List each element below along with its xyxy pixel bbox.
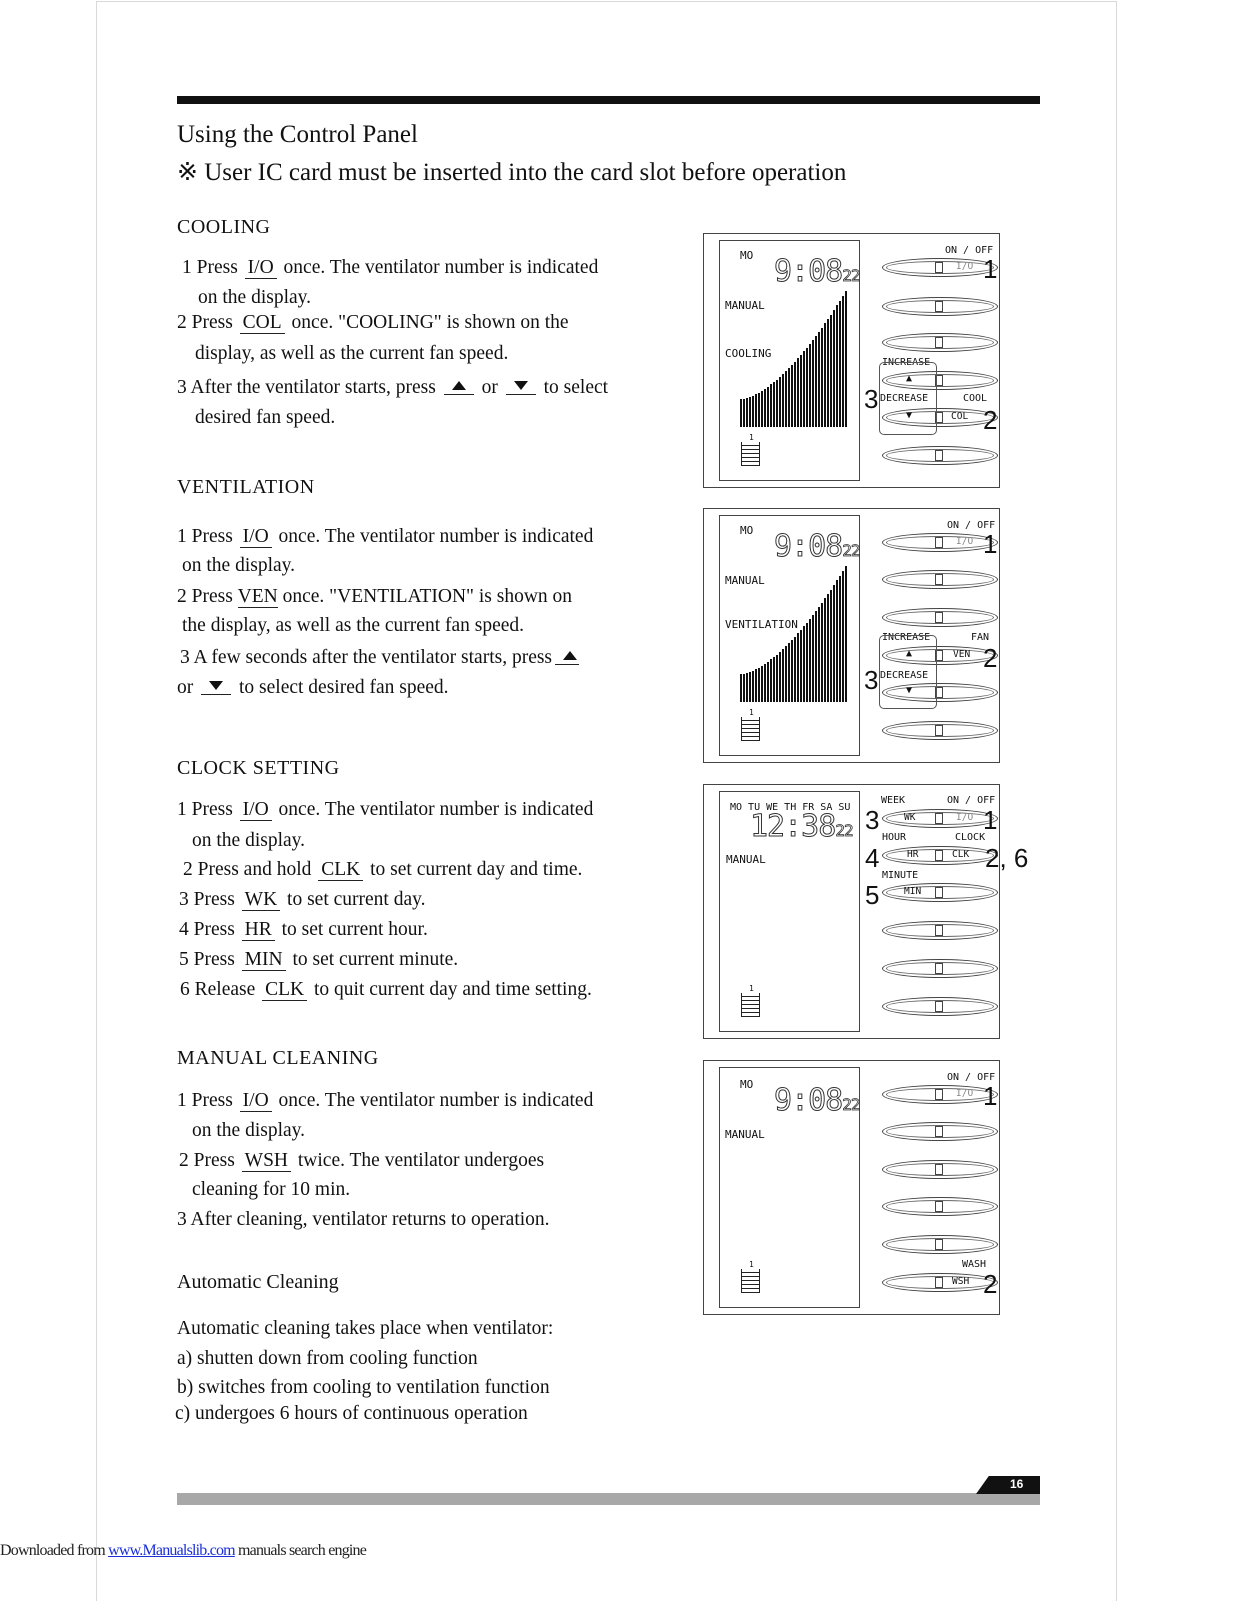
on-off-caption: ON / OFF bbox=[947, 795, 996, 806]
control-panel-cleaning bbox=[703, 1060, 1000, 1315]
wsh-button[interactable]: WSH bbox=[882, 1273, 1000, 1292]
fan-speed-bar bbox=[764, 664, 766, 702]
fan-speed-bar bbox=[779, 377, 781, 427]
callout-1: 1 bbox=[983, 254, 998, 284]
callout-1: 1 bbox=[983, 1081, 998, 1111]
callout-3: 3 bbox=[864, 665, 879, 695]
fan-speed-bar bbox=[740, 399, 742, 427]
fan-speed-bars bbox=[740, 562, 850, 702]
fan-speed-bar bbox=[776, 655, 778, 702]
wk-key: WK bbox=[242, 890, 281, 911]
decrease-caption: DECREASE bbox=[880, 393, 929, 404]
fan-speed-bar bbox=[749, 397, 751, 427]
fan-speed-bar bbox=[791, 640, 793, 702]
fan-speed-bar bbox=[791, 365, 793, 427]
auto-cleaning-intro: Automatic cleaning takes place when ventilator: bbox=[177, 1318, 554, 1339]
fan-speed-bar bbox=[758, 393, 760, 427]
fan-speed-bar bbox=[746, 398, 748, 427]
fan-speed-bar bbox=[839, 301, 841, 427]
page-title: Using the Control Panel bbox=[177, 121, 418, 148]
up-arrow-icon bbox=[555, 648, 579, 665]
fan-speed-bar bbox=[818, 607, 820, 702]
min-key: MIN bbox=[242, 950, 286, 971]
lcd-status: COOLING bbox=[725, 347, 772, 360]
fan-speed-bar bbox=[833, 585, 835, 702]
fan-speed-bar bbox=[773, 657, 775, 702]
fan-speed-bar bbox=[743, 674, 745, 702]
download-footer: Downloaded from www.Manualslib.com manuals search engine bbox=[0, 1542, 367, 1559]
lcd-clock: 12:3822 bbox=[750, 809, 853, 844]
blank-button[interactable] bbox=[882, 1122, 1000, 1141]
callout-2: 2 bbox=[983, 643, 998, 673]
ventilation-step-3: 3 A few seconds after the ventilator starts, press bbox=[180, 646, 582, 670]
clock-caption: CLOCK bbox=[955, 832, 986, 843]
week-caption: WEEK bbox=[881, 795, 906, 806]
cooling-step-2-cont: display, as well as the current fan speed. bbox=[195, 343, 509, 364]
fan-speed-bar bbox=[773, 382, 775, 427]
page-number: 16 bbox=[1010, 1477, 1024, 1491]
blank-button[interactable] bbox=[882, 608, 1000, 627]
fan-speed-bar bbox=[761, 391, 763, 427]
manual-step-2-cont: cleaning for 10 min. bbox=[192, 1179, 351, 1200]
fan-caption: FAN bbox=[971, 632, 990, 643]
cooling-step-3-cont: desired fan speed. bbox=[195, 407, 336, 428]
lcd-clock: 9:0822 bbox=[774, 1083, 860, 1118]
water-tank-icon bbox=[741, 1269, 760, 1293]
fan-speed-bar bbox=[815, 336, 817, 427]
arrow-group-highlight bbox=[879, 635, 937, 709]
callout-1: 1 bbox=[983, 529, 998, 559]
fan-speed-bar bbox=[824, 323, 826, 427]
fan-speed-bar bbox=[743, 399, 745, 427]
arrow-group-highlight bbox=[879, 362, 937, 435]
blank-button[interactable] bbox=[882, 1197, 1000, 1216]
clock-heading: CLOCK SETTING bbox=[177, 757, 340, 779]
blank-button[interactable] bbox=[882, 1235, 1000, 1254]
fan-speed-bar bbox=[824, 598, 826, 702]
fan-speed-bar bbox=[812, 615, 814, 702]
fan-speed-bar bbox=[833, 310, 835, 427]
callout-2: 2 bbox=[983, 405, 998, 435]
auto-cleaning-b: b) switches from cooling to ventilation function bbox=[177, 1377, 550, 1398]
ventilation-step-3-cont: or to select desired fan speed. bbox=[177, 677, 449, 698]
fan-speed-bar bbox=[740, 674, 742, 702]
on-off-caption: ON / OFF bbox=[947, 1072, 996, 1083]
min-button[interactable]: MIN bbox=[882, 883, 1000, 902]
cooling-step-2: 2 Press COL once. "COOLING" is shown on the bbox=[177, 312, 569, 333]
blank-button[interactable] bbox=[882, 959, 1000, 978]
down-arrow-icon bbox=[506, 378, 536, 395]
increase-caption: INCREASE bbox=[882, 357, 931, 368]
control-panel-clock bbox=[703, 784, 1029, 1039]
io-button[interactable]: I/O bbox=[882, 258, 1000, 277]
manual-step-1-cont: on the display. bbox=[192, 1120, 306, 1141]
fan-speed-bar bbox=[827, 319, 829, 427]
tank-number: 1 bbox=[749, 984, 754, 993]
lcd-mode: MANUAL bbox=[725, 1128, 765, 1141]
fan-speed-bar bbox=[764, 389, 766, 427]
increase-ven-button[interactable]: ▲ VEN bbox=[882, 646, 1000, 665]
clock-step-6: 6 Release CLK to quit current day and time setting. bbox=[180, 979, 592, 1000]
fan-speed-bar bbox=[767, 387, 769, 427]
fan-speed-bar bbox=[815, 611, 817, 702]
ventilation-step-2: 2 Press VEN once. "VENTILATION" is shown on bbox=[177, 586, 573, 607]
cooling-step-3: 3 After the ventilator starts, press or to select bbox=[177, 377, 609, 398]
control-panel-cooling bbox=[703, 233, 1000, 488]
fan-speed-bar bbox=[800, 355, 802, 427]
col-key: COL bbox=[240, 313, 285, 334]
decrease-caption: DECREASE bbox=[880, 670, 929, 681]
ventilation-step-1: 1 Press I/O once. The ventilator number is indicated bbox=[177, 526, 594, 547]
fan-speed-bar bbox=[776, 380, 778, 427]
ven-key: VEN bbox=[237, 586, 278, 607]
callout-5: 5 bbox=[865, 880, 880, 910]
bottom-rule bbox=[177, 1493, 1040, 1505]
fan-speed-bar bbox=[803, 626, 805, 702]
auto-cleaning-c: c) undergoes 6 hours of continuous operation bbox=[175, 1403, 528, 1424]
fan-speed-bar bbox=[779, 652, 781, 702]
fan-speed-bar bbox=[809, 619, 811, 702]
callout-4: 4 bbox=[865, 843, 880, 873]
fan-speed-bar bbox=[845, 566, 847, 702]
fan-speed-bar bbox=[770, 659, 772, 702]
water-tank-icon bbox=[741, 717, 760, 741]
fan-speed-bar bbox=[827, 594, 829, 702]
cooling-heading: COOLING bbox=[177, 216, 271, 238]
io-button[interactable]: I/O bbox=[882, 1085, 1000, 1104]
fan-speed-bar bbox=[842, 571, 844, 702]
manual-step-2: 2 Press WSH twice. The ventilator undergoes bbox=[179, 1150, 545, 1171]
tank-number: 1 bbox=[749, 433, 754, 442]
fan-speed-bar bbox=[752, 396, 754, 427]
fan-speed-bar bbox=[839, 576, 841, 702]
fan-speed-bar bbox=[782, 374, 784, 427]
on-off-caption: ON / OFF bbox=[945, 245, 994, 256]
blank-button[interactable] bbox=[882, 721, 1000, 740]
clock-step-2: 2 Press and hold CLK to set current day and time. bbox=[183, 859, 583, 880]
fan-speed-bar bbox=[797, 358, 799, 427]
lcd-display bbox=[719, 791, 860, 1032]
fan-speed-bar bbox=[830, 590, 832, 702]
lcd-day: MO bbox=[740, 249, 754, 262]
clk-key: CLK bbox=[262, 980, 307, 1001]
lcd-clock: 9:0822 bbox=[774, 529, 860, 564]
lcd-mode: MANUAL bbox=[725, 574, 765, 587]
water-tank-icon bbox=[741, 993, 760, 1017]
clock-step-1: 1 Press I/O once. The ventilator number is indicated bbox=[177, 799, 594, 820]
fan-speed-bar bbox=[761, 666, 763, 702]
fan-speed-bar bbox=[755, 669, 757, 702]
ic-card-note: ※ User IC card must be inserted into the card slot before operation bbox=[177, 159, 847, 186]
clk-key: CLK bbox=[318, 860, 363, 881]
auto-cleaning-heading: Automatic Cleaning bbox=[177, 1271, 339, 1293]
lcd-mode: MANUAL bbox=[726, 853, 766, 866]
blank-button[interactable] bbox=[882, 921, 1000, 940]
fan-speed-bar bbox=[836, 580, 838, 702]
hr-key: HR bbox=[242, 920, 275, 941]
fan-speed-bar bbox=[755, 394, 757, 427]
clock-step-4: 4 Press HR to set current hour. bbox=[179, 919, 428, 940]
cool-caption: COOL bbox=[963, 393, 988, 404]
fan-speed-bar bbox=[818, 332, 820, 427]
fan-speed-bar bbox=[782, 649, 784, 702]
clock-step-3: 3 Press WK to set current day. bbox=[179, 889, 426, 910]
lcd-mode: MANUAL bbox=[725, 299, 765, 312]
cooling-step-1: 1 Press I/O once. The ventilator number is indicated bbox=[182, 257, 599, 278]
callout-3: 3 bbox=[865, 805, 880, 835]
callout-3: 3 bbox=[864, 384, 879, 414]
fan-speed-bar bbox=[746, 673, 748, 702]
auto-cleaning-a: a) shutten down from cooling function bbox=[177, 1348, 478, 1369]
hr-clk-button[interactable]: HR CLK bbox=[882, 846, 1000, 865]
callout-2: 2 bbox=[983, 1269, 998, 1299]
fan-speed-bar bbox=[788, 368, 790, 427]
clock-step-1-cont: on the display. bbox=[192, 830, 306, 851]
fan-speed-bar bbox=[842, 296, 844, 427]
tank-number: 1 bbox=[749, 1260, 754, 1269]
io-key: I/O bbox=[240, 1091, 272, 1112]
wk-io-button[interactable]: WK I/O bbox=[882, 809, 1000, 828]
control-panel-ventilation bbox=[703, 508, 1000, 763]
fan-speed-bar bbox=[821, 328, 823, 427]
cooling-step-1-cont: on the display. bbox=[198, 287, 312, 308]
fan-speed-bar bbox=[803, 351, 805, 427]
manualslib-link[interactable]: www.Manualslib.com bbox=[108, 1542, 235, 1559]
manual-step-3: 3 After cleaning, ventilator returns to operation. bbox=[177, 1209, 550, 1230]
blank-button[interactable] bbox=[882, 1160, 1000, 1179]
ventilation-step-1-cont: on the display. bbox=[182, 555, 296, 576]
blank-button[interactable] bbox=[882, 446, 1000, 465]
fan-speed-bar bbox=[806, 348, 808, 427]
water-tank-icon bbox=[741, 442, 760, 466]
tank-number: 1 bbox=[749, 708, 754, 717]
callout-1: 1 bbox=[983, 805, 998, 835]
lcd-day: MO bbox=[740, 524, 754, 537]
io-key: I/O bbox=[240, 800, 272, 821]
top-rule bbox=[177, 96, 1040, 104]
hour-caption: HOUR bbox=[882, 832, 907, 843]
lcd-display bbox=[719, 1067, 860, 1308]
io-key: I/O bbox=[245, 258, 277, 279]
fan-speed-bar bbox=[749, 672, 751, 702]
lcd-clock: 9:0822 bbox=[774, 254, 860, 289]
blank-button[interactable] bbox=[882, 570, 1000, 589]
fan-speed-bar bbox=[830, 315, 832, 427]
decrease-button[interactable]: ▼ bbox=[882, 683, 1000, 702]
fan-speed-bar bbox=[767, 662, 769, 702]
fan-speed-bar bbox=[800, 630, 802, 702]
fan-speed-bar bbox=[794, 637, 796, 702]
up-arrow-icon bbox=[444, 378, 474, 395]
fan-speed-bar bbox=[758, 668, 760, 702]
on-off-caption: ON / OFF bbox=[947, 520, 996, 531]
minute-caption: MINUTE bbox=[882, 870, 919, 881]
down-arrow-icon bbox=[201, 678, 231, 695]
blank-button[interactable] bbox=[882, 997, 1000, 1016]
fan-speed-bars bbox=[740, 287, 850, 427]
fan-speed-bar bbox=[752, 671, 754, 702]
lcd-display bbox=[719, 515, 860, 756]
fan-speed-bar bbox=[806, 623, 808, 702]
fan-speed-bar bbox=[788, 643, 790, 702]
fan-speed-bar bbox=[809, 344, 811, 427]
lcd-days: MO TU WE TH FR SA SU bbox=[730, 802, 851, 813]
fan-speed-bar bbox=[785, 646, 787, 702]
manual-cleaning-heading: MANUAL CLEANING bbox=[177, 1047, 379, 1069]
lcd-day: MO bbox=[740, 1078, 754, 1091]
ventilation-heading: VENTILATION bbox=[177, 476, 315, 498]
lcd-display bbox=[719, 240, 860, 481]
clock-step-5: 5 Press MIN to set current minute. bbox=[179, 949, 459, 970]
decrease-col-button[interactable]: ▼ COL bbox=[882, 408, 1000, 427]
fan-speed-bar bbox=[794, 362, 796, 427]
ventilation-step-2-cont: the display, as well as the current fan speed. bbox=[182, 615, 525, 636]
io-key: I/O bbox=[240, 527, 272, 548]
fan-speed-bar bbox=[845, 291, 847, 427]
wsh-key: WSH bbox=[242, 1151, 291, 1172]
fan-speed-bar bbox=[797, 633, 799, 702]
increase-button[interactable]: ▲ bbox=[882, 371, 1000, 390]
blank-button[interactable] bbox=[882, 333, 1000, 352]
wash-caption: WASH bbox=[962, 1259, 987, 1270]
manual-step-1: 1 Press I/O once. The ventilator number is indicated bbox=[177, 1090, 594, 1111]
callout-2-6: 2, 6 bbox=[985, 843, 1029, 873]
fan-speed-bar bbox=[812, 340, 814, 427]
increase-caption: INCREASE bbox=[882, 632, 931, 643]
fan-speed-bar bbox=[785, 371, 787, 427]
io-button[interactable]: I/O bbox=[882, 533, 1000, 552]
blank-button[interactable] bbox=[882, 297, 1000, 316]
lcd-status: VENTILATION bbox=[725, 618, 798, 631]
fan-speed-bar bbox=[836, 305, 838, 427]
fan-speed-bar bbox=[770, 384, 772, 427]
fan-speed-bar bbox=[821, 603, 823, 702]
